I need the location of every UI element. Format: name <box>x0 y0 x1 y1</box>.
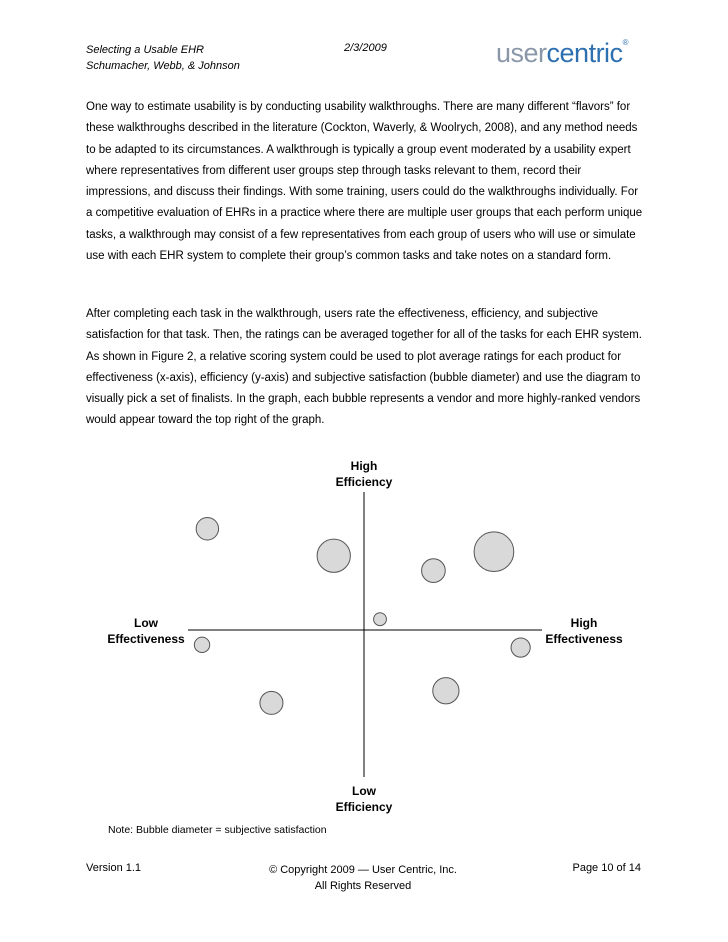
footer-page-number: Page 10 of 14 <box>572 862 641 874</box>
copyright-text: © Copyright 2009 — User Centric, Inc. <box>269 864 457 876</box>
x-low-label-2: Effectiveness <box>107 632 185 646</box>
footer-copyright <box>240 862 486 894</box>
bubble-chart <box>96 450 636 840</box>
y-low-label-2: Efficiency <box>335 800 393 814</box>
vendor-bubble-7 <box>511 638 530 657</box>
document-authors: Schumacher, Webb, & Johnson <box>86 60 240 72</box>
paragraph-walkthroughs: One way to estimate usability is by conducting usability walkthroughs. There are many different “flavors” for these walkthroughs described in the literature (Cockton, Waverly, & Woolrych, 2008), and any method needs to be adapted to its circumstances. A walkthrough is typically a group event moderated by a usability expert where representatives from different user groups step through tasks relevant to them, record their impressions, and discuss their findings. With some training, users could do the walkthroughs individually. For a competitive evaluation of EHRs in a practice where there are multiple user groups that each perform unique tasks, a walkthrough may consist of a few representatives from each group of users who will use or simulate use with each EHR system to complete their group’s common tasks and take notes on a standard form. <box>86 101 643 263</box>
y-high-label-2: Efficiency <box>335 475 393 489</box>
document-title: Selecting a Usable EHR <box>86 44 205 56</box>
logo-trademark: ® <box>622 38 628 47</box>
vendor-bubble-5 <box>374 613 387 626</box>
vendor-bubble-3 <box>422 559 446 583</box>
footer-version: Version 1.1 <box>86 862 142 874</box>
document-date: 2/3/2009 <box>344 42 387 54</box>
y-low-label-1: Low <box>352 784 376 798</box>
bubbles-group <box>194 518 530 715</box>
logo-centric-text: centric <box>546 38 623 68</box>
x-high-label-1: High <box>570 616 598 630</box>
rights-text: All Rights Reserved <box>314 880 412 892</box>
paragraph-ratings: After completing each task in the walkthrough, users rate the effectiveness, efficiency, and subjective satisfaction for that task. Then, the ratings can be averaged together for all of the tasks for each EHR system. As shown in Figure 2, a relative scoring system could be used to plot average ratings for each product for effectiveness (x-axis), efficiency (y-axis) and subjective satisfaction (bubble diameter) and use the diagram to visually pick a set of finalists. In the graph, each bubble represents a vendor and more highly-ranked vendors would appear toward the top right of the graph. <box>86 308 642 427</box>
vendor-bubble-8 <box>433 678 459 704</box>
logo-user-text: user <box>496 38 547 68</box>
x-low-label-1: Low <box>134 616 158 630</box>
vendor-bubble-2 <box>317 539 350 572</box>
y-high-label-1: High <box>350 459 378 473</box>
vendor-bubble-6 <box>194 637 209 652</box>
running-header <box>86 42 240 74</box>
chart-note: Note: Bubble diameter = subjective satisfaction <box>108 824 327 836</box>
usercentric-logo <box>496 38 628 69</box>
x-high-label-2: Effectiveness <box>545 632 623 646</box>
vendor-bubble-4 <box>474 532 514 572</box>
vendor-bubble-9 <box>260 691 283 714</box>
vendor-bubble-1 <box>196 518 218 540</box>
